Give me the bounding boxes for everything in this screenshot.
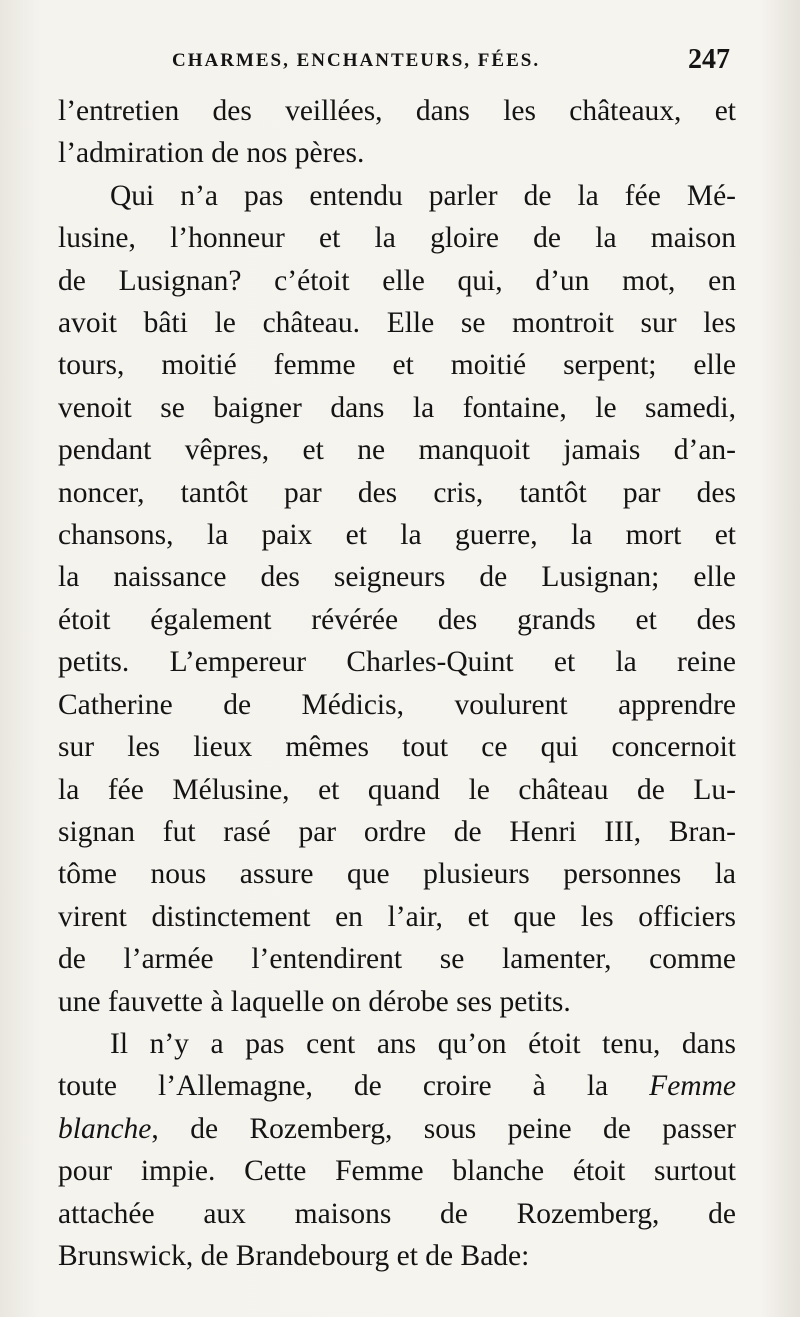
text-line: avoit bâti le château. Elle se montroit sur les	[58, 307, 736, 340]
text-line: une fauvette à laquelle on dérobe ses petits.	[58, 985, 571, 1018]
italic-text: blanche	[58, 1112, 152, 1145]
page-number: 247	[688, 44, 730, 75]
text-line: petits. L’empereur Charles-Quint et la reine	[58, 646, 736, 679]
text-line: toute l’Allemagne, de croire à la Femme	[58, 1070, 736, 1103]
paragraph	[58, 90, 736, 175]
text-line: sur les lieux mêmes tout ce qui concernoit	[58, 731, 736, 764]
text-line: venoit se baigner dans la fontaine, le samedi,	[58, 391, 736, 424]
text-line: signan fut rasé par ordre de Henri III, Bran-	[58, 815, 736, 848]
text-line: attachée aux maisons de Rozemberg, de	[58, 1197, 736, 1230]
text-line: pendant vêpres, et ne manquoit jamais d’an-	[58, 434, 736, 467]
paragraph	[58, 1023, 736, 1277]
text-line: noncer, tantôt par des cris, tantôt par des	[58, 476, 736, 509]
text-line: de l’armée l’entendirent se lamenter, comme	[58, 943, 736, 976]
text-line: Brunswick, de Brandebourg et de Bade:	[58, 1239, 530, 1272]
paragraph	[58, 175, 736, 1023]
text-line: blanche, de Rozemberg, sous peine de passer	[58, 1112, 736, 1145]
body-text	[58, 90, 736, 1277]
text-line: tours, moitié femme et moitié serpent; elle	[58, 349, 736, 382]
italic-text: Femme	[649, 1070, 736, 1103]
text-line: la naissance des seigneurs de Lusignan; elle	[58, 561, 736, 594]
text-line: virent distinctement en l’air, et que les officiers	[58, 900, 736, 933]
text-line: l’entretien des veillées, dans les châteaux, et	[58, 95, 736, 127]
page-header	[172, 44, 732, 80]
text-line: chansons, la paix et la guerre, la mort et	[58, 519, 736, 552]
text-line: tôme nous assure que plusieurs personnes la	[58, 858, 736, 891]
text-line: Il n’y a pas cent ans qu’on étoit tenu, dans	[110, 1027, 736, 1060]
text-line: lusine, l’honneur et la gloire de la maison	[58, 222, 736, 255]
text-line: la fée Mélusine, et quand le château de Lu-	[58, 773, 736, 806]
running-title: CHARMES, ENCHANTEURS, FÉES.	[172, 50, 541, 71]
text-line: pour impie. Cette Femme blanche étoit surtout	[58, 1155, 736, 1188]
text-line: Qui n’a pas entendu parler de la fée Mé-	[110, 179, 736, 212]
text-line: Catherine de Médicis, voulurent apprendre	[58, 688, 736, 721]
text-line: l’admiration de nos pères.	[58, 137, 365, 170]
text-line: de Lusignan? c’étoit elle qui, d’un mot, en	[58, 264, 736, 297]
text-line: étoit également révérée des grands et des	[58, 603, 736, 636]
